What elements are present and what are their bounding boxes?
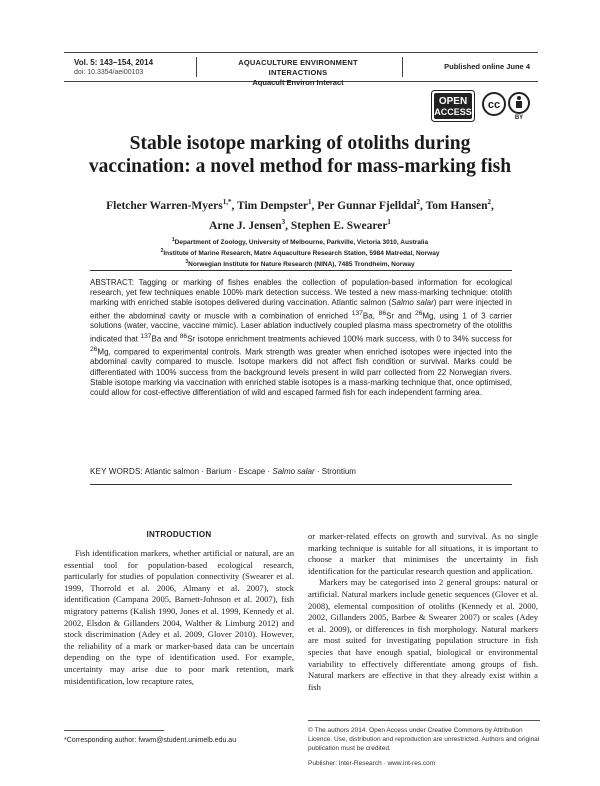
keywords: [90, 467, 512, 476]
author-name: Stephen E. Swearer: [290, 219, 388, 232]
publication-date: Published online June 4: [444, 62, 530, 71]
left-column: [64, 548, 294, 687]
footnote-rule: [64, 730, 164, 731]
abstract-text: Sr isotope enrichment treatments achieved 100% mark success, with 0 to 34% success for: [187, 334, 512, 344]
oa-line1: OPEN: [438, 96, 468, 107]
author-sep: ,: [490, 199, 494, 212]
affil-num: 3: [185, 259, 189, 266]
abstract-label: ABSTRACT:: [90, 278, 135, 287]
abstract-text: Sr and: [386, 311, 415, 321]
author-name: Per Gunnar Fjelldal: [317, 199, 417, 212]
title-line: vaccination: a novel method for mass-marking fish: [88, 156, 512, 177]
oa-line2: ACCESS: [434, 107, 472, 117]
abstract-text: Ba,: [362, 311, 379, 321]
abstract-text: ) parr were injected in either the abdominal cavity or muscle with a combination of enriched: [90, 298, 513, 321]
cc-label: cc: [487, 99, 501, 111]
journal-header: [64, 52, 538, 87]
author-list: [60, 194, 540, 234]
publisher: Publisher: Inter-Research · www.int-res.com: [308, 760, 436, 767]
corresponding-author: *Corresponding author: fwwm@student.unimelb.edu.au: [64, 737, 237, 744]
affiliation: Institute of Marine Research, Matre Aquaculture Research Station, 5984 Matredal, Norway: [163, 250, 440, 258]
author-name: Fletcher Warren-Myers: [106, 199, 223, 212]
author-sep: ,: [420, 199, 426, 212]
title-line: Stable isotope marking of otoliths during: [129, 133, 471, 154]
abstract-text: Tagging or marking of fishes enables the collection of population-based information for ecological research, yet few techniques enable 100% mark detection success. We tested a new mass-marking technique: otolith marking with enriched stable isotopes delivered during vaccination. Atlantic salmon (: [90, 278, 513, 308]
affiliation: Norwegian Institute for Nature Research (NINA), 7485 Trondheim, Norway: [188, 261, 415, 269]
isotope-sup: 26: [90, 345, 98, 353]
affiliation: Department of Zoology, University of Melbourne, Parkville, Victoria 3010, Australia: [174, 239, 429, 247]
license-text: © The authors 2014. Open Access under Creative Commons by Attribution Licence. Use, distribution and reproduction are unrestricted. Authors and original publication must be credited.: [308, 727, 540, 752]
paper-title: [40, 132, 560, 178]
license-rule: [308, 720, 540, 721]
author-affil: 2: [487, 198, 491, 206]
right-column: [308, 531, 538, 693]
volume: Vol. 5: 143–154, 2014: [74, 58, 154, 67]
header-divider: [402, 57, 403, 77]
author-sep: ,: [311, 199, 318, 212]
keyword-text: Atlantic salmon · Barium · Escape ·: [144, 467, 273, 476]
abstract: [90, 278, 512, 398]
affil-num: 2: [160, 248, 164, 255]
author-affil: 1: [308, 198, 312, 206]
volume-info: [74, 58, 153, 78]
journal-name: [212, 58, 384, 88]
paragraph: Fish identification markers, whether artificial or natural, are an essential tool for population-based ecological research, particularly for studies of population connectivity (Swearer et al. 1999, Thorrold et al. 2006, Almany et al. 2007), stock identification (Campana 2005, Barnett-Johnson et al. 2007), fish migratory patterns (Kalish 1990, Jones et al. 1999, Kennedy et al. 2002, Elsdon & Gillanders 2004, Walther & Limburg 2012) and stock discrimination (Adey et al. 2009, Glover 2010). However, the reliability of a mark or marker-based data can be uncertain depending on the type of identification used. For example, uncertainty may arise due to poor mark retention, mark misidentification, low recapture rates,: [64, 548, 294, 686]
species-name: Salmo salar: [391, 298, 434, 308]
author-affil: 2: [416, 198, 421, 206]
author-sep: ,: [285, 219, 291, 232]
abstract-text: Mg, compared to experimental controls. Mark strength was greater when enriched isotopes were injected into the abdominal cavity compared to muscle. Isotope markers did not affect fish condition or survival. Marks could be differentiated with 100% success from the background levels present in wild parr collected from 22 Norwegian rivers. Stable isotope marking via vaccination with enriched stable isotopes is a mass-marking technique that, once optimised, could allow for cost-effective differentiation of wild and escaped farmed fish for each independent farming area.: [90, 347, 512, 397]
paragraph: Markers may be categorised into 2 general groups: natural or artificial. Natural markers include genetic sequences (Glover et al. 2008), elemental composition of otoliths (Kennedy et al. 2000, 2002, Gillanders 2005, Barbee & Swearer 2007) or scales (Adey et al. 2009), or differences in fish morphology. Natural markers are most suited for investigating population structure in fish species that have enough spatial, biological or environmental variability to effectively differentiate among groups of fish. Natural markers are effective in that they already exist within a fish: [308, 577, 538, 692]
section-heading: INTRODUCTION: [146, 530, 212, 539]
doi: doi: 10.3354/aei00103: [74, 69, 144, 76]
isotope-sup: 86: [378, 309, 387, 317]
author-name: Arne J. Jensen: [209, 219, 282, 232]
journal-abbrev: Aquacult Environ Interact: [252, 78, 344, 87]
by-label: BY: [514, 115, 524, 120]
open-access-icon: [431, 90, 475, 122]
author-sep: ,: [231, 199, 238, 212]
isotope-sup: 137: [140, 332, 152, 340]
keyword-text: · Strontium: [314, 467, 356, 476]
author-affil: 3: [281, 217, 286, 226]
abstract-text: Mg, using 1 of 3 carrier solutions (water, vaccine, vaccine mimic). Laser ablation inductively coupled plasma mass spectrometry of the otoliths indicated that: [90, 311, 513, 344]
abstract-rule-top: [90, 270, 512, 271]
keyword-species: Salmo salar: [272, 467, 315, 476]
author-name: Tim Dempster: [237, 199, 309, 212]
isotope-sup: 137: [351, 309, 363, 317]
affil-num: 1: [171, 237, 175, 243]
paragraph: or marker-related effects on growth and survival. As no single marking technique is suitable for all situations, it is important to choose a marker that minimises the uncertainty in fish identification for the particular research question and application.: [308, 531, 538, 576]
isotope-sup: 86: [179, 332, 188, 340]
creative-commons-icon: [482, 92, 506, 116]
isotope-sup: 26: [414, 309, 423, 317]
journal-title: AQUACULTURE ENVIRONMENT INTERACTIONS: [238, 58, 358, 77]
abstract-text: Ba and: [151, 334, 180, 344]
keywords-label: KEY WORDS:: [90, 467, 143, 476]
author-affil: 1,*: [222, 198, 232, 206]
abstract-rule-bottom: [90, 484, 512, 485]
header-divider: [196, 57, 197, 77]
author-affil: 1: [387, 217, 391, 226]
attribution-icon: [507, 92, 531, 120]
author-name: Tom Hansen: [425, 199, 488, 212]
affiliations: [60, 236, 540, 269]
